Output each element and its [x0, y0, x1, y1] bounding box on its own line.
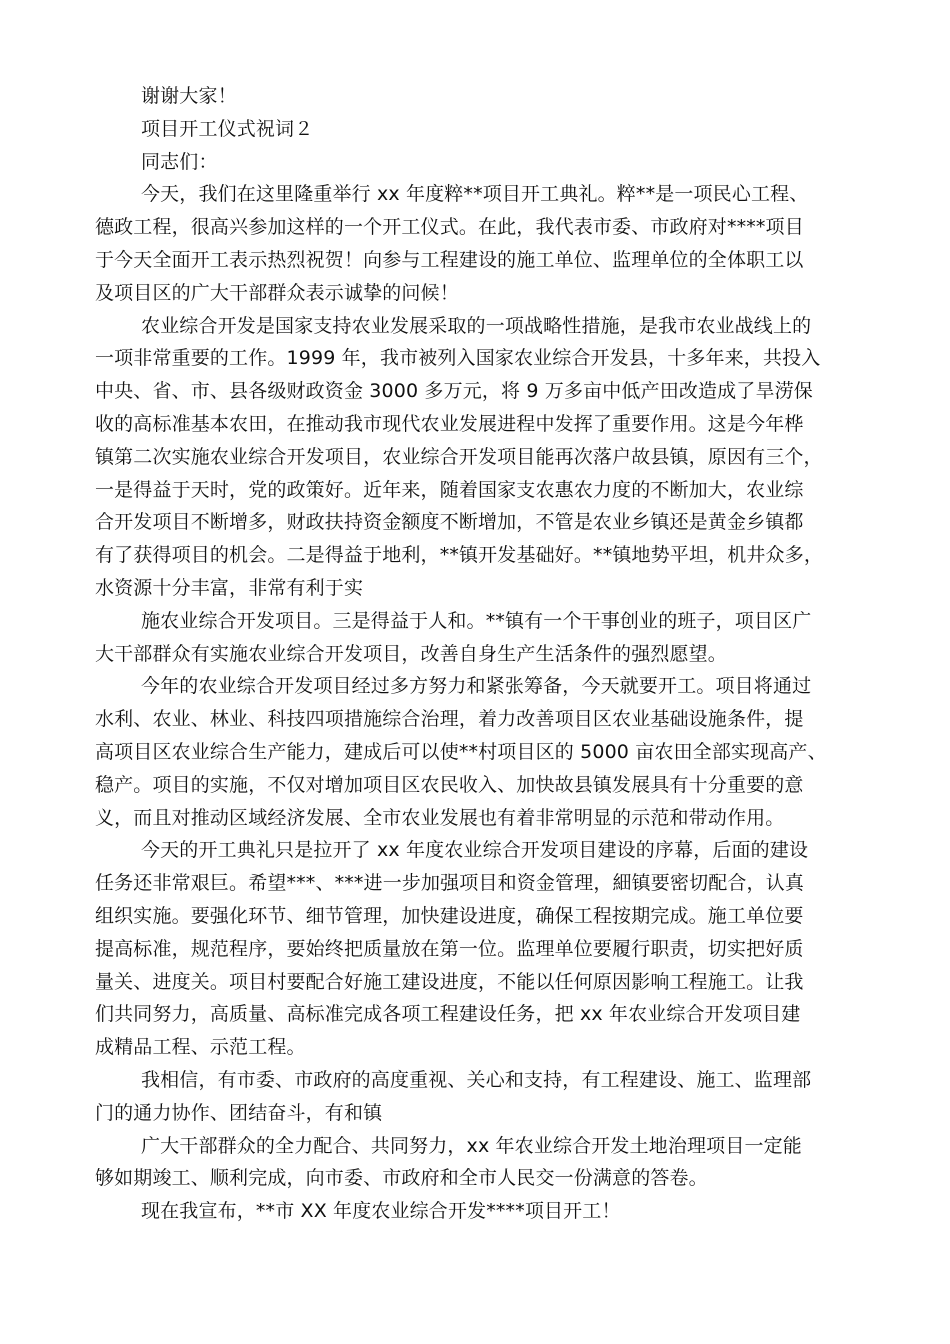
text-line: 门的通力协作、团结奋斗，有和镇 [95, 1101, 383, 1124]
document-page [95, 80, 857, 1228]
text-line: 量关、进度关。项目村要配合好施工建设进度，不能以任何原因影响工程施工。让我 [95, 970, 804, 993]
paragraph-people [95, 605, 857, 671]
text-line: 我相信，有市委、市政府的高度重视、关心和支持，有工程建设、施工、监理部 [141, 1068, 812, 1091]
text-line: 大干部群众有实施农业综合开发项目，改善自身生产生活条件的强烈愿望。 [95, 642, 727, 665]
paragraph-requirements [95, 834, 857, 1064]
paragraph-project-plan [95, 670, 857, 834]
text-line: 高项目区农业综合生产能力，建成后可以使**村项目区的 5000 亩农田全部实现高产、 [95, 740, 827, 763]
announcement: 现在我宣布，**市 XX 年度农业综合开发****项目开工！ [141, 1200, 621, 1223]
text-line: 中央、省、市、县各级财政资金 3000 多万元，将 9 万多亩中低产田改造成了旱涝保 [95, 380, 813, 403]
text-line: 提高标准，规范程序，要始终把质量放在第一位。监理单位要履行职责，切实把好质 [95, 937, 804, 960]
text-line: 今天，我们在这里隆重举行 xx 年度粹**项目开工典礼。粹**是一项民心工程、 [141, 183, 809, 206]
text-line: 有了获得项目的机会。二是得益于地利，**镇开发基础好。**镇地势平坦，机井众多， [95, 544, 824, 567]
paragraph-opening [95, 178, 857, 309]
paragraph-agriculture [95, 310, 857, 605]
text-line: 及项目区的广大干部群众表示诚挚的问候！ [95, 281, 459, 304]
text-line: 水资源十分丰富，非常有利于实 [95, 576, 364, 599]
text-line: 施农业综合开发项目。三是得益于人和。**镇有一个干事创业的班子，项目区广 [141, 609, 812, 632]
section-title: 项目开工仪式祝词２ [141, 117, 314, 140]
salutation: 同志们： [141, 150, 218, 173]
text-line: 任务还非常艰巨。希望***、***进一步加强项目和资金管理，細镇要密切配合，认真 [95, 872, 805, 895]
text-line: 今年的农业综合开发项目经过多方努力和紧张筹备，今天就要开工。项目将通过 [141, 675, 812, 698]
text-line: 义，而且对推动区域经济发展、全市农业发展也有着非常明显的示范和带动作用。 [95, 806, 785, 829]
text-line: 们共同努力，高质量、高标准完成各项工程建设任务，把 xx 年农业综合开发项目建 [95, 1003, 801, 1026]
text-line: 组织实施。要强化环节、细节管理，加快建设进度，确保工程按期完成。施工单位要 [95, 904, 804, 927]
text-line: 一是得益于天时，党的政策好。近年来，随着国家支农惠农力度的不断加大，农业综 [95, 478, 804, 501]
text-line: 合开发项目不断增多，财政扶持资金额度不断增加，不管是农业乡镇还是黄金乡镇都 [95, 511, 804, 534]
text-line: 于今天全面开工表示热烈祝贺！向参与工程建设的施工单位、监理单位的全体职工以 [95, 248, 804, 271]
text-line: 广大干部群众的全力配合、共同努力，xx 年农业综合开发土地治理项目一定能 [141, 1134, 802, 1157]
text-line: 德政工程，很高兴参加这样的一个开工仪式。在此，我代表市委、市政府对****项目 [95, 216, 804, 239]
text-line: 成精品工程、示范工程。 [95, 1036, 306, 1059]
text-line: 收的高标准基本农田，在推动我市现代农业发展进程中发挥了重要作用。这是今年桦 [95, 412, 804, 435]
text-line: 镇第二次实施农业综合开发项目，农业综合开发项目能再次落户故县镇，原因有三个， [95, 445, 823, 468]
text-line: 水利、农业、林业、科技四项措施综合治理，着力改善项目区农业基础设施条件，提 [95, 708, 804, 731]
paragraph-completion [95, 1130, 857, 1196]
text-line: 农业综合开发是国家支持农业发展采取的一项战略性措施，是我市农业战线上的 [141, 314, 812, 337]
text-line: 稳产。项目的实施，不仅对增加项目区农民收入、加快故县镇发展具有十分重要的意 [95, 773, 804, 796]
text-line: 够如期竣工、顺利完成，向市委、市政府和全市人民交一份满意的答卷。 [95, 1167, 708, 1190]
text-line: 今天的开工典礼只是拉开了 xx 年度农业综合开发项目建设的序幕，后面的建设 [141, 839, 809, 862]
paragraph-confidence [95, 1064, 857, 1130]
closing-thanks: 谢谢大家！ [141, 85, 237, 107]
text-line: 一项非常重要的工作。1999 年，我市被列入国家农业综合开发县，十多年来，共投入 [95, 347, 821, 370]
